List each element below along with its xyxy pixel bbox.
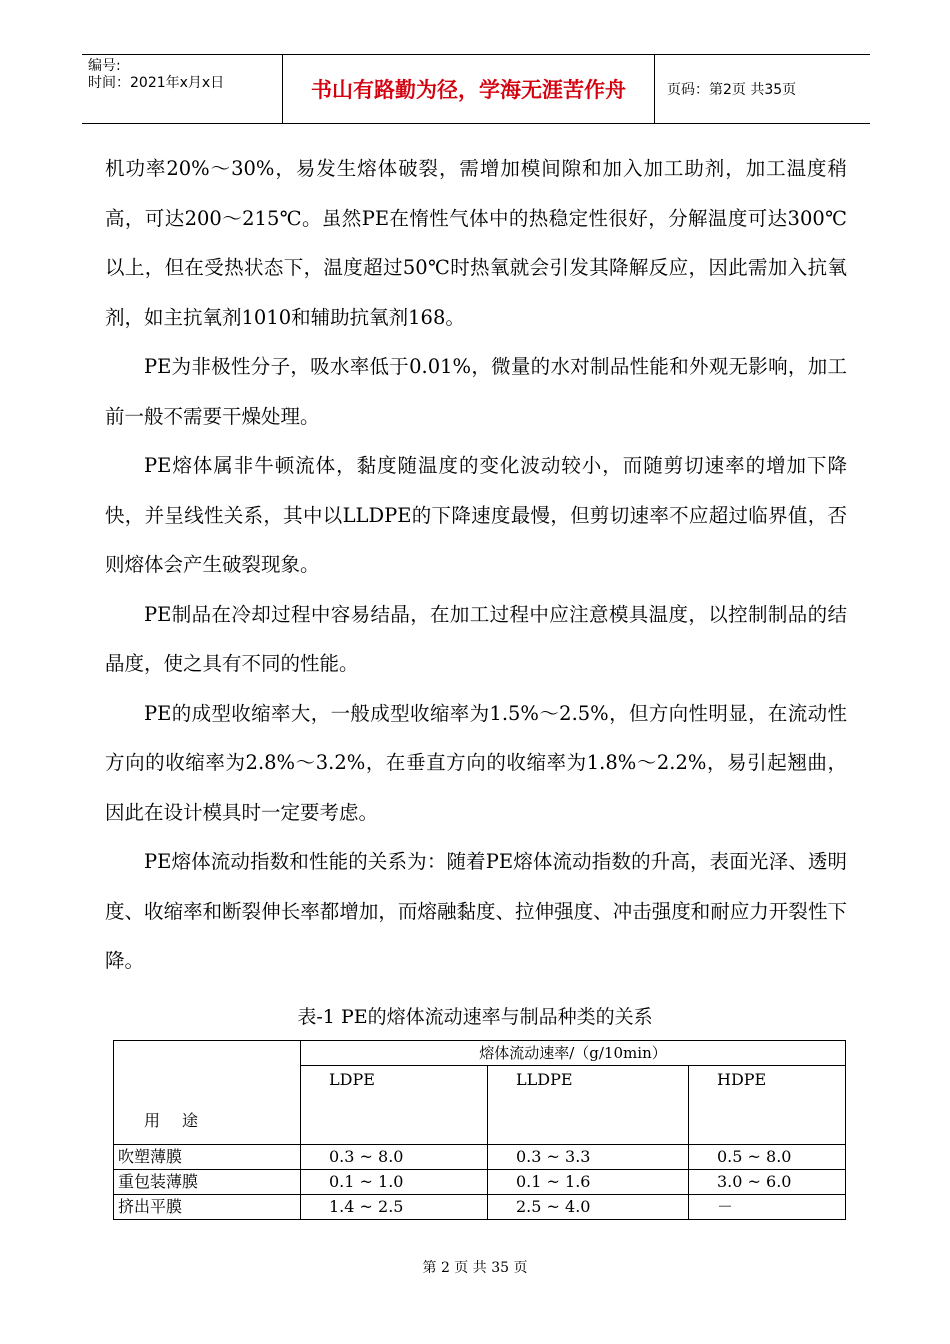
- paragraph-6: PE熔体流动指数和性能的关系为：随着PE熔体流动指数的升高，表面光泽、透明度、收缩率和断裂伸长率都增加，而熔融黏度、拉伸强度、冲击强度和耐应力开裂性下降。: [105, 850, 847, 972]
- document-time-label: 时间：2021年x月x日: [88, 75, 225, 91]
- header-page-info: 页码：第2页 共35页: [654, 55, 870, 123]
- paragraph-2: PE为非极性分子，吸水率低于0.01%，微量的水对制品性能和外观无影响，加工前一般不需要干燥处理。: [105, 355, 847, 428]
- rate-header: 熔体流动速率/（g/10min）: [301, 1041, 846, 1066]
- table-row: [114, 1170, 846, 1195]
- row-value: 2.5 ~ 4.0: [488, 1195, 689, 1220]
- table-row: [114, 1195, 846, 1220]
- row-use: 重包装薄膜: [114, 1170, 301, 1195]
- document-number-label: 编号:: [88, 58, 121, 74]
- row-value: 0.3 ~ 8.0: [301, 1145, 488, 1170]
- table-caption: 表-1 PE的熔体流动速率与制品种类的关系: [297, 1006, 653, 1028]
- paragraph-3: PE熔体属非牛顿流体，黏度随温度的变化波动较小，而随剪切速率的增加下降快，并呈线性关系，其中以LLDPE的下降速度最慢，但剪切速率不应超过临界值，否则熔体会产生破裂现象。: [105, 454, 847, 576]
- row-value: 0.3 ~ 3.3: [488, 1145, 689, 1170]
- row-value: 0.1 ~ 1.6: [488, 1170, 689, 1195]
- paragraph-4: PE制品在冷却过程中容易结晶，在加工过程中应注意模具温度，以控制制品的结晶度，使之具有不同的性能。: [105, 602, 847, 675]
- table-header-row: [114, 1041, 846, 1066]
- paragraph-5: PE的成型收缩率大，一般成型收缩率为1.5%～2.5%，但方向性明显，在流动性方向的收缩率为2.8%～3.2%，在垂直方向的收缩率为1.8%～2.2%，易引起翘曲，因此在设计模具时一定要考虑。: [105, 701, 847, 824]
- header-meta: [82, 55, 282, 123]
- row-value: 0.5 ~ 8.0: [689, 1145, 846, 1170]
- row-use: 吹塑薄膜: [114, 1145, 301, 1170]
- grade-hdpe: HDPE: [689, 1066, 846, 1145]
- use-header-cell: [114, 1041, 301, 1145]
- row-value: 1.4 ~ 2.5: [301, 1195, 488, 1220]
- grade-lldpe: LLDPE: [488, 1066, 689, 1145]
- row-value: 3.0 ~ 6.0: [689, 1170, 846, 1195]
- page-footer: 第 2 页 共 35 页: [422, 1260, 528, 1276]
- header-motto: 书山有路勤为径，学海无涯苦作舟: [282, 55, 654, 123]
- mfr-table: [113, 1040, 846, 1220]
- row-value: 0.1 ~ 1.0: [301, 1170, 488, 1195]
- table-row: [114, 1145, 846, 1170]
- use-header: 用途: [144, 1111, 221, 1130]
- document-body: [105, 144, 847, 986]
- row-use: 挤出平膜: [114, 1195, 301, 1220]
- row-value: －: [689, 1195, 846, 1220]
- page-header: [82, 54, 870, 124]
- paragraph-1: 机功率20%～30%，易发生熔体破裂，需增加模间隙和加入加工助剂，加工温度稍高，可达200～215℃。虽然PE在惰性气体中的热稳定性很好，分解温度可达300℃以上，但在受热状态下，温度超过50℃时热氧就会引发其降解反应，因此需加入抗氧剂，如主抗氧剂1010和辅助抗氧剂168。: [105, 157, 847, 329]
- grade-ldpe: LDPE: [301, 1066, 488, 1145]
